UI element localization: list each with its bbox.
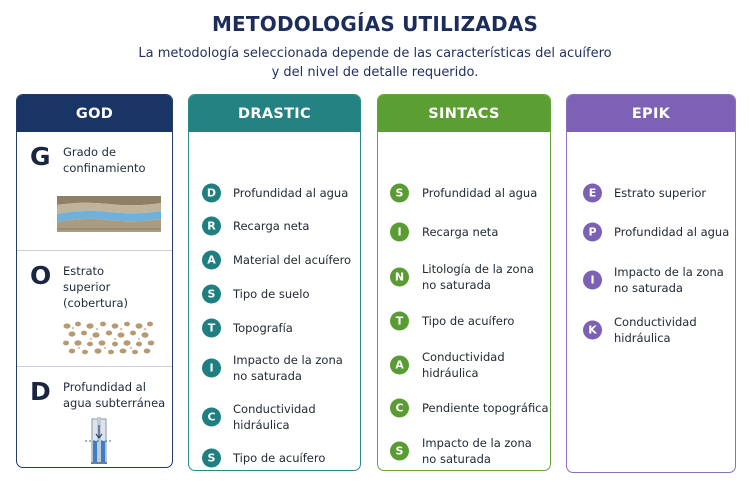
drastic-item-label — [233, 450, 325, 466]
sintacs-letter-badge: C — [390, 399, 409, 418]
drastic-card-title: DRASTIC — [189, 95, 360, 132]
drastic-letter-badge: S — [202, 449, 221, 468]
epik-letter-badge: E — [583, 184, 602, 203]
epik-item-label-line: Impacto de la zona — [614, 265, 724, 279]
god-o-line-2: superior — [63, 280, 111, 294]
sintacs-item-label-line: hidráulica — [422, 366, 479, 380]
drastic-item — [189, 441, 360, 471]
sintacs-letter-badge: A — [390, 356, 409, 375]
epik-item-label — [614, 224, 729, 240]
epik-item-label-line: no saturada — [614, 281, 683, 295]
epik-letter-badge: P — [583, 223, 602, 242]
drastic-item-label — [233, 320, 293, 336]
god-section-d — [17, 366, 172, 468]
god-letter-g: G — [30, 142, 51, 171]
sintacs-item-label — [422, 224, 498, 240]
drastic-item-label-line: Tipo de suelo — [233, 287, 310, 301]
sintacs-card — [377, 94, 551, 471]
confined-aquifer-layers-icon — [57, 196, 161, 232]
god-section-o — [17, 250, 172, 366]
sintacs-card-title: SINTACS — [378, 95, 550, 132]
sintacs-item-label — [422, 349, 505, 381]
sintacs-item-label — [422, 435, 532, 467]
sintacs-item — [378, 215, 550, 249]
drastic-item-label-line: Recarga neta — [233, 219, 310, 233]
epik-letter-badge: K — [583, 321, 602, 340]
god-section-d-text — [63, 379, 165, 411]
drastic-item — [189, 351, 360, 385]
sintacs-item-label — [422, 313, 514, 329]
sintacs-item — [378, 304, 550, 338]
drastic-item — [189, 400, 360, 434]
epik-card-title: EPIK — [567, 95, 735, 132]
drastic-item-label-line: Impacto de la zona — [233, 353, 343, 367]
drastic-item-label — [233, 286, 309, 302]
sintacs-item-label-line: Litología de la zona — [422, 262, 534, 276]
drastic-item-label-line: hidráulica — [233, 418, 290, 432]
epik-item-label-line: Conductividad — [614, 315, 697, 329]
sintacs-letter-badge: S — [390, 184, 409, 203]
sintacs-item-label-line: Pendiente topográfica — [422, 401, 549, 415]
sintacs-letter-badge: T — [390, 312, 409, 331]
epik-item — [567, 263, 735, 297]
sintacs-item — [378, 260, 550, 294]
sintacs-item-label — [422, 261, 534, 293]
drastic-item — [189, 176, 360, 210]
drastic-letter-badge: A — [202, 251, 221, 270]
drastic-item-label-line: no saturada — [233, 369, 302, 383]
drastic-item-label — [233, 352, 343, 384]
sintacs-letter-badge: N — [390, 268, 409, 287]
drastic-letter-badge: R — [202, 217, 221, 236]
drastic-item-label — [233, 252, 351, 268]
gravel-soil-icon — [61, 321, 157, 355]
epik-letter-badge: I — [583, 271, 602, 290]
epik-item — [567, 176, 735, 210]
drastic-letter-badge: T — [202, 319, 221, 338]
sintacs-item-label — [422, 400, 549, 416]
drastic-letter-badge: D — [202, 184, 221, 203]
drastic-item-label-line: Conductividad — [233, 402, 316, 416]
drastic-card — [188, 94, 361, 471]
drastic-item-label-line: Material del acuífero — [233, 253, 352, 267]
drastic-item-label — [233, 185, 348, 201]
epik-item-label — [614, 185, 706, 201]
epik-item-label-line: Estrato superior — [614, 186, 707, 200]
drastic-item — [189, 209, 360, 243]
drastic-letter-badge: S — [202, 285, 221, 304]
subtitle-line-1: La metodología seleccionada depende de las características del acuífero — [138, 46, 612, 61]
god-d-line-2: agua subterránea — [63, 396, 166, 410]
sintacs-item — [378, 348, 550, 382]
drastic-item-label — [233, 401, 316, 433]
god-section-g — [17, 132, 172, 250]
epik-item — [567, 215, 735, 249]
drastic-letter-badge: I — [202, 359, 221, 378]
sintacs-item-label-line: Profundidad al agua — [422, 186, 538, 200]
god-letter-o: O — [30, 261, 52, 290]
epik-item — [567, 313, 735, 347]
page-title: METODOLOGÍAS UTILIZADAS — [211, 12, 539, 36]
god-o-line-1: Estrato — [63, 264, 105, 278]
groundwater-well-icon — [81, 417, 117, 465]
drastic-letter-badge: C — [202, 408, 221, 427]
drastic-item-label-line: Topografía — [233, 321, 293, 335]
sintacs-item-label-line: no saturada — [422, 278, 491, 292]
sintacs-item — [378, 176, 550, 210]
drastic-item-label — [233, 218, 309, 234]
god-section-g-text — [63, 144, 146, 176]
drastic-item-label-line: Tipo de acuífero — [233, 451, 326, 465]
god-d-line-1: Profundidad al — [63, 380, 146, 394]
god-g-line-1: Grado de — [63, 145, 117, 159]
god-letter-d: D — [30, 377, 51, 406]
epik-item-label-line: Profundidad al agua — [614, 225, 730, 239]
sintacs-item-label-line: Recarga neta — [422, 225, 499, 239]
drastic-item — [189, 277, 360, 311]
sintacs-item-label-line: Tipo de acuífero — [422, 314, 515, 328]
sintacs-item-label-line: Impacto de la zona — [422, 436, 532, 450]
drastic-item — [189, 243, 360, 277]
sintacs-letter-badge: S — [390, 442, 409, 461]
sintacs-item — [378, 434, 550, 468]
sintacs-item-label-line: no saturada — [422, 452, 491, 466]
sintacs-item-label-line: Conductividad — [422, 350, 505, 364]
epik-item-label-line: hidráulica — [614, 331, 671, 345]
god-g-line-2: confinamiento — [63, 161, 146, 175]
epik-card — [566, 94, 736, 473]
page-subtitle — [0, 44, 750, 82]
drastic-item-label-line: Profundidad al agua — [233, 186, 349, 200]
sintacs-item-label — [422, 185, 537, 201]
sintacs-item — [378, 391, 550, 425]
subtitle-line-2: y del nivel de detalle requerido. — [271, 65, 479, 80]
god-card — [16, 94, 173, 468]
epik-item-label — [614, 264, 724, 296]
sintacs-letter-badge: I — [390, 223, 409, 242]
god-o-line-3: (cobertura) — [63, 296, 129, 310]
god-card-title: GOD — [17, 95, 172, 132]
drastic-item — [189, 311, 360, 345]
epik-item-label — [614, 314, 697, 346]
god-section-o-text — [63, 263, 128, 311]
